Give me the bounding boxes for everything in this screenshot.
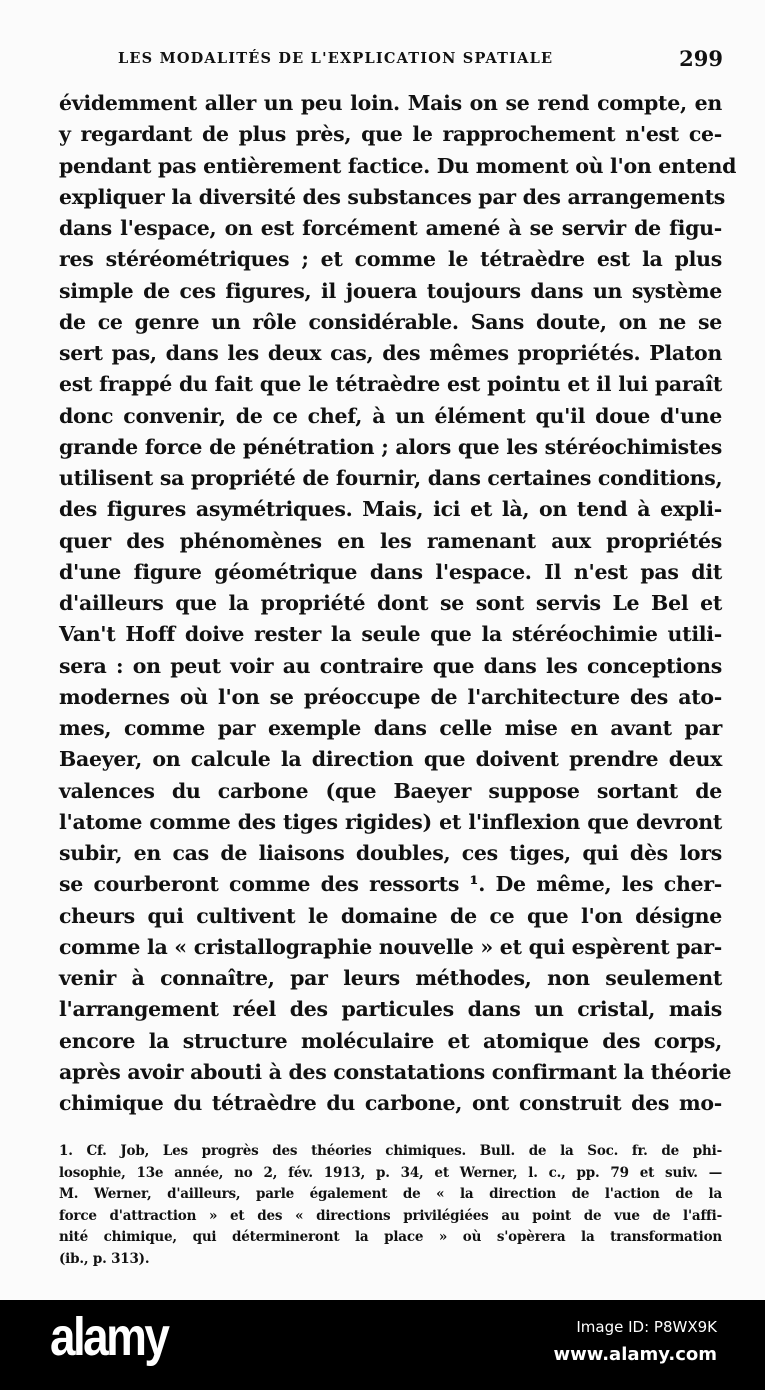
text-line: grande force de pénétration ; alors que les stéréochimistes (59, 434, 722, 459)
footnote-line: force d'attraction » et des « directions privilégiées au point de vue de l'affi- (59, 1207, 722, 1224)
footnote-line: 1. Cf. Job, Les progrès des théories chimiques. Bull. de la Soc. fr. de phi- (59, 1143, 722, 1159)
footnote-line: nité chimique, qui détermineront la place » où s'opèrera la transformation (59, 1229, 722, 1245)
text-line: donc convenir, de ce chef, à un élément qu'il doue d'une (59, 403, 722, 428)
text-line: utilisent sa propriété de fournir, dans certaines conditions, (59, 466, 723, 490)
text-line: encore la structure moléculaire et atomique des corps, (59, 1028, 722, 1053)
page-number: 299 (679, 46, 723, 71)
footnotes (59, 1141, 722, 1270)
text-line: chimique du tétraèdre du carbone, ont construit des mo- (59, 1091, 722, 1115)
text-line: est frappé du fait que le tétraèdre est pointu et il lui paraît (59, 372, 722, 397)
text-line: dans l'espace, on est forcément amené à se servir de figu- (59, 216, 722, 240)
text-line: y regardant de plus près, que le rapprochement n'est ce- (59, 122, 722, 147)
text-line: des figures asymétriques. Mais, ici et là, on tend à expli- (59, 497, 722, 522)
text-line: évidemment aller un peu loin. Mais on se rend compte, en (59, 91, 722, 115)
text-line: expliquer la diversité des substances par des arrangements (59, 184, 725, 209)
text-line: cheurs qui cultivent le domaine de ce que l'on désigne (59, 903, 722, 928)
page-header (118, 46, 723, 72)
footnote-line: losophie, 13e année, no 2, fév. 1913, p. 34, et Werner, l. c., pp. 79 et suiv. — (59, 1164, 722, 1181)
text-line: quer des phénomènes en les ramenant aux propriétés (59, 528, 722, 553)
text-line: res stéréométriques ; et comme le tétraèdre est la plus (59, 247, 722, 272)
text-line: venir à connaître, par leurs méthodes, non seulement (59, 966, 722, 990)
text-line: d'une figure géométrique dans l'espace. Il n'est pas dit (59, 559, 722, 584)
image-id: Image ID: P8WX9K (576, 1318, 717, 1336)
text-line: comme la « cristallographie nouvelle » et qui espèrent par- (59, 934, 722, 959)
text-line: mes, comme par exemple dans celle mise en avant par (59, 716, 722, 740)
body-text (59, 88, 737, 1119)
alamy-logo: alamy (50, 1307, 168, 1367)
text-line: modernes où l'on se préoccupe de l'architecture des ato- (59, 684, 722, 709)
text-line: sera : on peut voir au contraire que dans les conceptions (59, 653, 722, 678)
text-line: simple de ces figures, il jouera toujours dans un système (59, 278, 722, 303)
site-url: www.alamy.com (553, 1344, 717, 1365)
text-line: sert pas, dans les deux cas, des mêmes propriétés. Platon (59, 341, 722, 365)
watermark-banner (0, 1300, 765, 1390)
text-line: d'ailleurs que la propriété dont se sont servis Le Bel et (59, 591, 722, 615)
footnote-line: (ib., p. 313). (59, 1250, 150, 1267)
text-line: Van't Hoff doive rester la seule que la stéréochimie utili- (59, 622, 722, 647)
footnote-line: M. Werner, d'ailleurs, parle également de « la direction de l'action de la (59, 1186, 722, 1202)
text-line: se courberont comme des ressorts ¹. De même, les cher- (59, 872, 722, 897)
text-line: après avoir abouti à des constatations confirmant la théorie (59, 1059, 732, 1084)
text-line: Baeyer, on calcule la direction que doivent prendre deux (59, 747, 722, 772)
text-line: subir, en cas de liaisons doubles, ces tiges, qui dès lors (59, 841, 722, 865)
running-title: LES MODALITÉS DE L'EXPLICATION SPATIALE (118, 50, 554, 67)
text-line: l'arrangement réel des particules dans un cristal, mais (59, 997, 722, 1022)
text-line: de ce genre un rôle considérable. Sans doute, on ne se (59, 309, 722, 334)
text-line: valences du carbone (que Baeyer suppose sortant de (59, 778, 722, 803)
text-line: l'atome comme des tiges rigides) et l'inflexion que devront (59, 809, 722, 834)
text-line: pendant pas entièrement factice. Du moment où l'on entend (59, 153, 737, 178)
